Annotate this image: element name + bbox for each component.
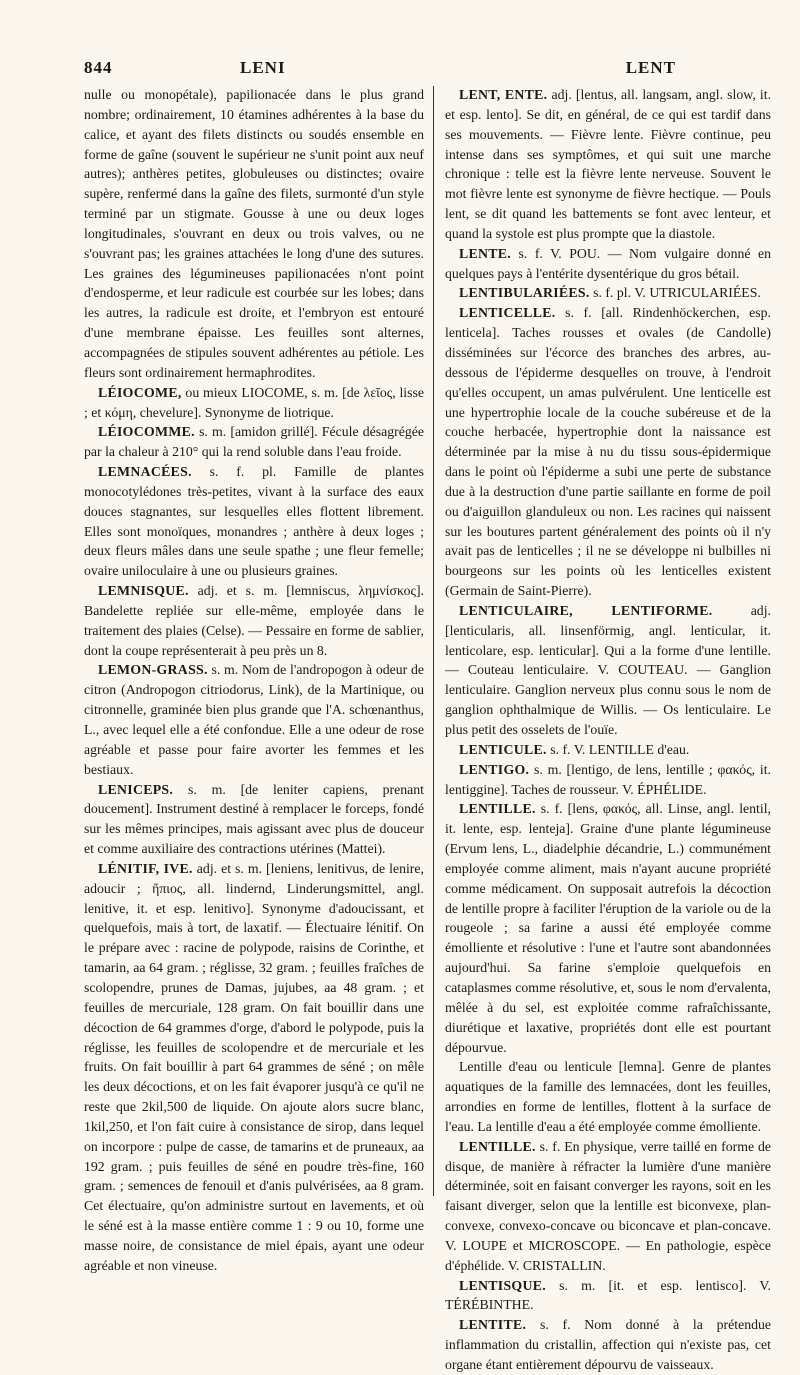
entry-headword: LÉIOCOME,	[98, 384, 182, 400]
entry-text: s. f. Nom donné à la prétendue inflammation du cristallin, affection qui n'existe pas, cet organe étant entièrement dépourvu de vaisseaux.	[445, 1317, 772, 1372]
entry-lemnisque	[84, 581, 424, 660]
right-running-head: LENT	[625, 58, 676, 77]
entry-text: s. m. [lentigo, de lens, lentille ; φακός, it. lentiggine]. Taches de rousseur. V. ÉPHÉLIDE.	[445, 761, 771, 797]
entry-text: adj. et s. m. [lemniscus, λημνίσκος]. Bandelette repliée sur elle-même, employée dans le traitement des plaies (Celse). — Pessaire en forme de sablier, dont la coupe représenterait à peu près un 8.	[84, 583, 424, 658]
entry-text: s. m. [amidon grillé]. Fécule désagrégée par la chaleur à 210° qui la rend soluble dans l'eau froide.	[84, 424, 425, 460]
entry-headword: LENTILLE.	[459, 801, 536, 817]
entry-lenticelle	[445, 303, 771, 601]
entry-headword: LENTICULE.	[459, 741, 547, 757]
entry-text: s. f. En physique, verre taillé en forme de disque, de manière à réfracter la lumière d'une manière déterminée, soit en faisant converger les rayons, soit en les faisant diverger, selon que la lentille est biconvexe, plan-convexe, convexo-concave ou biconcave et plan-concave. V. LOUPE et MICROSCOPE. — En pathologie, espèce d'éphélide. V. CRISTALLIN.	[445, 1138, 772, 1273]
entry-text: adj. et s. m. [leniens, lenitivus, de lenire, adoucir ; ἤπιος, all. lindernd, Linderungsmittel, angl. lenitive, it. et esp. lenitivo]. Synonyme d'adoucissant, et quelquefois, mais à tort, de laxatif. — Électuaire lénitif. On le prépare avec : racine de polypode, raisins de Corinthe, et tamarin, aa 64 gram. ; réglisse, 32 gram. ; feuilles fraîches de scolopendre, prunes de Damas, jujubes, aa 48 gram. ; et feuilles de mercuriale, 128 gram. On fait bouillir dans une décoction de 64 grammes d'orge, d'abord le polypode, puis la réglisse, les feuilles de scolopendre et de mercuriale et les fruits. On fait bouillir à part 64 grammes de séné ; on mêle les deux décoctions, et on les fait évaporer jusqu'à ce qu'il ne reste que 2kil,500 de liquide. On ajoute alors sucre blanc, 1kil,250, et l'on fait cuire à consistance de sirop, dans lequel on incorpore : pulpe de casse, de tamarins et de pruneaux, aa 192 gram. ; puis feuilles de séné en poudre très-fine, 160 gram. ; semences de fenouil et d'anis pulvérisées, aa 8 gram. Cet électuaire, qu'on administre surtout en lavements, et où le séné est à la masse entière comme 1 : 9 ou 10, forme une masse noire, de consistance de miel épais, ayant une odeur agréable et non vineuse.	[84, 860, 424, 1273]
entry-text: s. f. V. POU. — Nom vulgaire donné en quelques pays à l'entérite dysentérique du gros bétail.	[445, 245, 771, 281]
entry-text: s. f. pl. V. UTRICULARIÉES.	[593, 285, 761, 301]
entry-continuation	[84, 85, 424, 383]
entry-text: s. f. pl. Famille de plantes monocotylédones très-petites, vivant à la surface des eaux douces stagnantes, sur lesquelles elles flottent librement. Elles sont monoïques, monandres ; anthère à deux loges ; deux fleurs mâles dans une seule spathe ; une fleur femelle; ovaire uniloculaire à une ou plusieurs graines.	[84, 464, 424, 579]
entry-lentigo	[445, 760, 771, 800]
left-running-head: LENI	[240, 58, 286, 77]
entry-lentibulariees	[445, 283, 771, 303]
entry-text: adj. [lenticularis, all. linsenförmig, angl. lenticular, it. lenticolare, esp. lenticular]. Qui a la forme d'une lentille. — Couteau lenticulaire. V. COUTEAU. — Ganglion lenticulaire. Ganglion nerveux plus connu sous le nom de ganglion ophthalmique de Willis. — Os lenticulaire. Le plus petit des osselets de l'ouïe.	[445, 602, 771, 737]
entry-text: ou mieux LIOCOME, s. m. [de λεῖος, lisse ; et κόμη, chevelure]. Synonyme de liotrique.	[84, 384, 425, 420]
entry-lentille	[445, 799, 771, 1057]
entry-leiocomme	[84, 422, 424, 462]
entry-text: s. m. [de leniter capiens, prenant doucement]. Instrument destiné à remplacer le forceps, fondé sur les mêmes principes, mais agissant avec plus de douceur et comme auxiliaire des contractions utérines (Mattei).	[84, 781, 425, 857]
entry-text: adj. [lentus, all. langsam, angl. slow, it. et esp. lento]. Se dit, en général, de ce qui est tardif dans ses mouvements. — Fièvre lente. Fièvre continue, peu intense dans ses symptômes, et qui suit une marche chronique : telle est la fièvre lente nerveuse. Souvent le mot fièvre lente est synonyme de fièvre hectique. — Pouls lent, se dit quand les battements se font avec lenteur, et quand la systole est plus prompte que la diastole.	[445, 87, 772, 241]
entry-headword: LENTISQUE.	[459, 1277, 546, 1293]
entry-headword: LEMON-GRASS.	[98, 662, 208, 678]
entry-leniceps	[84, 780, 424, 859]
left-column	[84, 85, 425, 1273]
entry-headword: LÉIOCOMME.	[98, 424, 195, 440]
entry-headword: LENTIBULARIÉES.	[459, 285, 590, 301]
entry-text: nulle ou monopétale), papilionacée dans le plus grand nombre; ordinairement, 10 étamines adhérentes à la base du calice, et ayant des filets distincts ou soudés ensemble en forme de gaîne (souvent le supérieur ne s'unit point aux neuf autres); anthères petites, globuleuses ou distinctes; ovaire supère, renfermé dans la gaîne des filets, surmonté d'un style terminé par un stigmate. Gousse à une ou deux loges longitudinales, s'ouvrant en deux ou trois valves, ou ne s'ouvrant pas; les graines attachées le long d'une des sutures. Les graines des légumineuses papilionacées n'ont point d'endosperme, et leur radicule est courbée sur les lobes; dans les autres, la radicule est droite, et l'embryon est entouré d'une membrane épaisse. Les feuilles sont alternes, accompagnées de stipules souvent adhérentes au pétiole. Les fleurs sont ordinairement hermaphrodites.	[84, 87, 424, 380]
entry-headword: LÉNITIF, IVE.	[98, 860, 193, 876]
entry-text: Lentille d'eau ou lenticule [lemna]. Genre de plantes aquatiques de la famille des lemnacées, dont les feuilles, arrondies en forme de lentilles, flottent à la surface de l'eau. La lentille d'eau a été employée comme émolliente.	[445, 1059, 771, 1134]
entry-headword: LENTICULAIRE, LENTIFORME.	[459, 602, 713, 618]
entry-lenticule	[445, 740, 771, 760]
entry-headword: LENTITE.	[459, 1317, 527, 1333]
entry-headword: LENTE.	[459, 245, 512, 261]
entry-text: s. m. [it. et esp. lentisco]. V. TÉRÉBINTHE.	[445, 1277, 771, 1313]
entry-headword: LENTILLE.	[459, 1138, 536, 1154]
entry-headword: LENICEPS.	[98, 781, 174, 797]
entry-lent	[445, 85, 771, 244]
entry-text: s. f. V. LENTILLE d'eau.	[550, 741, 690, 757]
entry-lentite	[445, 1315, 771, 1375]
entry-text: s. f. [lens, φακός, all. Linse, angl. lentil, it. lente, esp. lenteja]. Graine d'une plante légumineuse (Ervum lens, L., diadelphie décandrie, L.) communément employée comme aliment, mais n'ayant aucune propriété comme médicament. On supposait autrefois la décoction de lentille propre à faciliter l'éruption de la variole ou de la rougeole ; sa farine a aussi été employée comme émolliente et résolutive : l'une et l'autre sont abandonnées aujourd'hui. Sa farine s'emploie quelquefois en cataplasmes comme résolutive, et, sous le nom d'ervalenta, mêlée à du sel, est exploitée comme rafraîchissante, diurétique et laxative, propriétés dont elle est pourtant dépourvue.	[445, 801, 772, 1055]
entry-lemnacees	[84, 462, 424, 581]
entry-lentille-d-eau	[445, 1057, 771, 1136]
entry-lenticulaire	[445, 601, 771, 740]
entry-headword: LENT, ENTE.	[459, 87, 548, 102]
entry-lentille-physique	[445, 1137, 771, 1276]
entry-lentisque	[445, 1276, 771, 1316]
entry-leiocome	[84, 383, 424, 423]
entry-headword: LEMNISQUE.	[98, 583, 189, 599]
column-divider	[433, 86, 434, 1196]
entry-text: s. m. Nom de l'andropogon à odeur de citron (Andropogon citriodorus, Link), de la Martinique, ou citronnelle, graminée bien plus grande que l'A. schœnanthus, L., avec lequel elle a été confondue. Elle a une odeur de rose agréable et passe pour faire avorter les femmes et les bestiaux.	[84, 662, 425, 777]
entry-lenitif	[84, 859, 424, 1276]
entry-headword: LEMNACÉES.	[98, 464, 192, 480]
entry-headword: LENTICELLE.	[459, 305, 556, 321]
entry-text: s. f. [all. Rindenhöckerchen, esp. lenticela]. Taches rousses et ovales (de Candolle) disséminées sur l'écorce des branches des arbres, au-dessous de l'épiderme desquelles on trouve, à l'endroit qu'elles occupent, un amas pulvérulent. Une lenticelle est une hypertrophie locale de la couche subéreuse et de la couche herbacée, hypertrophie dont la naissance est déterminée par la mise à nu du tissu sous-épidermique dans le point où l'épiderme a subi une perte de substance due à la destruction d'une partie saillante en forme de poil ou d'aiguillon glanduleux ou non. Les racines qui naissent sur les boutures partent généralement des points où il n'y avait pas de lenticelles ; il ne se développe ni bulbilles ni bourgeons sur les points où les lenticelles existent (Germain de Saint-Pierre).	[445, 305, 771, 599]
running-head	[84, 58, 712, 82]
entry-lente	[445, 244, 771, 284]
entry-headword: LENTIGO.	[459, 761, 530, 777]
right-column	[445, 85, 772, 1372]
entry-lemon-grass	[84, 660, 424, 779]
page-number: 844	[84, 58, 113, 77]
